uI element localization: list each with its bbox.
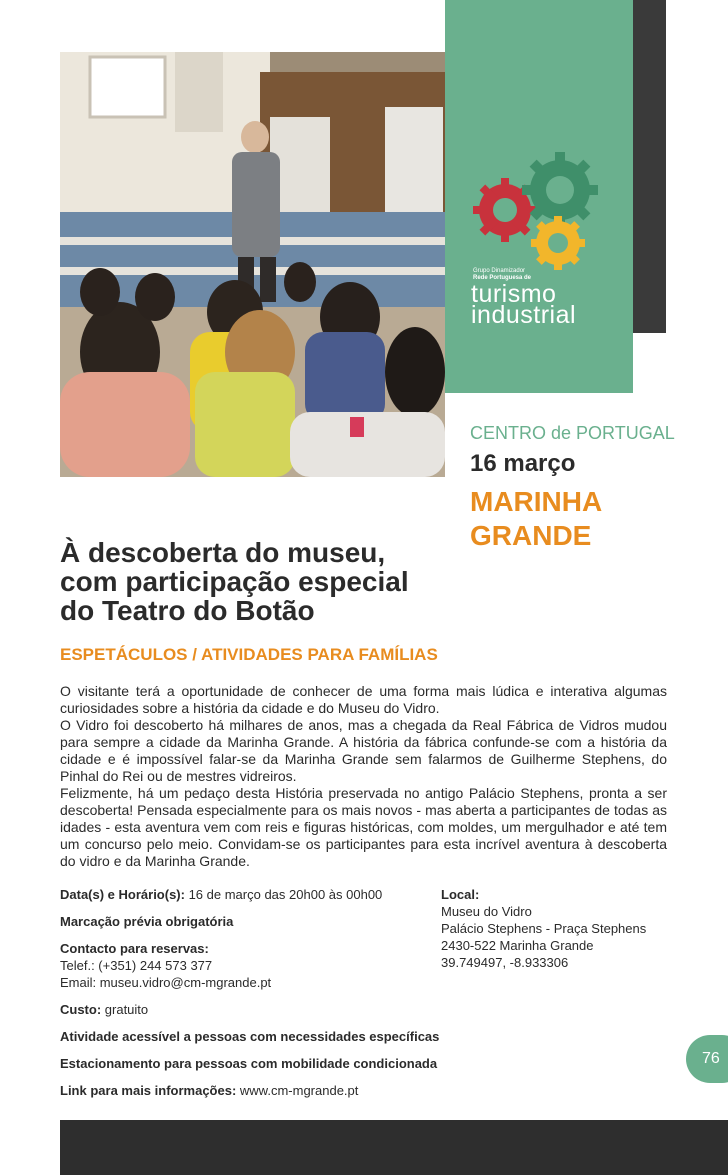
event-description [60,683,667,870]
location-line1: Museu do Vidro [441,904,532,919]
location-block [441,886,681,971]
gears-logo-icon [470,145,610,270]
location-label: Local: [441,887,480,902]
brand-small-line2: Rede Portuguesa de [473,275,532,281]
parking-row [60,1055,440,1072]
location-line2: Palácio Stephens - Praça Stephens [441,921,647,936]
title-line1: À descoberta do museu, [60,537,386,568]
museum-scene-illustration [60,52,445,477]
link-row [60,1082,440,1099]
page-number: 76 [686,1035,728,1083]
event-city [470,485,670,553]
footer-bar [60,1120,728,1175]
event-date: 16 março [470,450,576,477]
cost-value: gratuito [101,1002,149,1017]
region-label: CENTRO de PORTUGAL [470,423,675,443]
parking-note: Estacionamento para pessoas com mobilidade condicionada [60,1056,438,1071]
event-title [60,538,490,625]
title-line2: com participação especial [60,566,409,597]
contact-label: Contacto para reservas: [60,941,209,956]
brand-name [471,280,577,329]
link-label: Link para mais informações: [60,1083,237,1098]
description-paragraph-1: O visitante terá a oportunidade de conhecer de uma forma mais lúdica e interativa algumas curiosidades sobre a história da cidade e do Museu do Vidro. [60,683,667,716]
contact-email: Email: museu.vidro@cm-mgrande.pt [60,975,272,990]
city-line2: GRANDE [470,520,592,551]
brand-panel [445,0,633,393]
cost-row [60,1001,440,1018]
cost-label: Custo: [60,1002,102,1017]
brand-small-line1: Grupo Dinamizador [473,268,526,274]
contact-phone: Telef.: (+351) 244 573 377 [60,958,213,973]
accessibility-row [60,1028,440,1045]
location-line3: 2430-522 Marinha Grande [441,938,594,953]
description-paragraph-3: Felizmente, há um pedaço desta História preservada no antigo Palácio Stephens, pronta a ser descoberta! Pensada especialmente para os mais novos - mas aberta a participantes de todas as idades - esta aventura vem com reis e figuras históricas, com moldes, um mergulhador e até tem um concurso pelo meio. Convidam-se os participantes para esta incrível aventura à descoberta do vidro e da Marinha Grande. [60,785,667,869]
brand-big-line2: industrial [471,301,577,329]
more-info-link[interactable]: www.cm-mgrande.pt [236,1083,359,1098]
description-paragraph-2: O Vidro foi descoberto há milhares de anos, mas a chegada da Real Fábrica de Vidros mudou para sempre a cidade da Marinha Grande. A história da fábrica confunde-se com a história da cidade e é impossível falar-se da Marinha Grande sem falarmos de Guilherme Stephens, do Pinhal do Rei ou de mestres vidreiros. [60,717,667,784]
contact-block [60,940,440,991]
schedule-value: 16 de março das 20h00 às 00h00 [184,887,383,902]
booking-row [60,913,440,930]
location-coordinates: 39.749497, -8.933306 [441,955,569,970]
event-category: ESPETÁCULOS / ATIVIDADES PARA FAMÍLIAS [60,645,438,664]
city-line1: MARINHA [470,486,603,517]
brand-big-line1: turismo [471,280,557,308]
decorative-dark-strip [633,0,666,333]
booking-note: Marcação prévia obrigatória [60,914,234,929]
event-photo [60,52,445,477]
schedule-row [60,886,440,903]
accessibility-note: Atividade acessível a pessoas com necessidades específicas [60,1029,440,1044]
event-details [60,886,440,1109]
schedule-label: Data(s) e Horário(s): [60,887,185,902]
title-line3: do Teatro do Botão [60,595,315,626]
